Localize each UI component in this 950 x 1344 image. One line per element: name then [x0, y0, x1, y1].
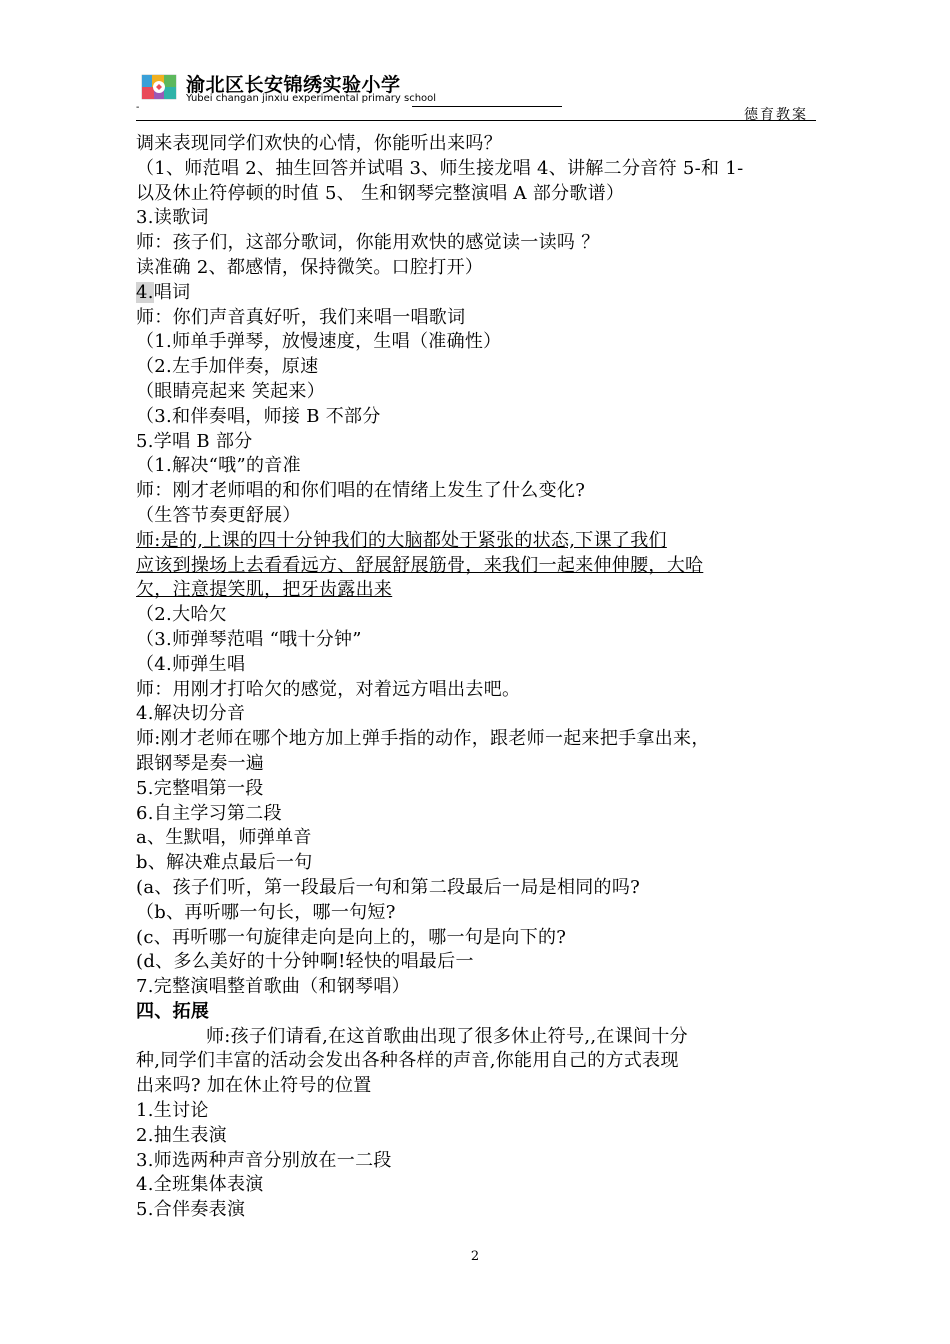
- text-line: (d、多么美好的十分钟啊!轻快的唱最后一: [136, 951, 474, 973]
- text-line: （1.师单手弹琴，放慢速度，生唱（准确性）: [136, 331, 502, 353]
- text-line: 师：用刚才打哈欠的感觉，对着远方唱出去吧。: [136, 678, 521, 700]
- text-line: （1、师范唱 2、抽生回答并试唱 3、师生接龙唱 4、讲解二分音符 5-和 1-: [136, 157, 744, 179]
- text-line: （生答节奏更舒展）: [136, 504, 301, 526]
- text-line: 4.全班集体表演: [136, 1174, 264, 1196]
- text-line: 5.合伴奏表演: [136, 1199, 246, 1221]
- text-line: (c、再听哪一句旋律走向是向上的，哪一句是向下的?: [136, 926, 567, 948]
- underlined-line: [136, 554, 826, 579]
- text-line: 出来吗? 加在休止符号的位置: [136, 1075, 372, 1097]
- text-line: 5.学唱 B 部分: [136, 430, 253, 452]
- text-line: 1.生讨论: [136, 1100, 209, 1122]
- text-line: 调来表现同学们欢快的心情，你能听出来吗？: [136, 133, 502, 154]
- text-line-highlighted: [136, 281, 826, 306]
- text-line: 2.抽生表演: [136, 1124, 227, 1146]
- header-short-line: [412, 106, 562, 107]
- text-line: 师:孩子们请看,在这首歌曲出现了很多休止符号,,在课间十分: [206, 1025, 688, 1047]
- underlined-text: 应该到操场上去看看远方、舒展舒展筋骨，来我们一起来伸伸腰，大哈: [136, 554, 704, 576]
- text-line: 读准确 2、都感情，保持微笑。口腔打开）: [136, 256, 484, 278]
- text-line: 5.完整唱第一段: [136, 777, 264, 799]
- underlined-text: 师:是的,上课的四十分钟我们的大脑都处于紧张的状态,下课了我们: [136, 529, 667, 551]
- text-line: 3.读歌词: [136, 207, 209, 229]
- text-line: 6.自主学习第二段: [136, 802, 282, 824]
- text-line: 师：刚才老师唱的和你们唱的在情绪上发生了什么变化?: [136, 480, 586, 502]
- underlined-line: [136, 529, 826, 554]
- text-line: （2.大哈欠: [136, 604, 227, 626]
- text-line: 师：孩子们，这部分歌词，你能用欢快的感觉读一读吗 ？: [136, 232, 600, 254]
- text-line: 师:刚才老师在哪个地方加上弹手指的动作，跟老师一起来把手拿出来，: [136, 728, 710, 750]
- document-type: 德育教案: [744, 107, 808, 123]
- text-line-body: 唱词: [153, 281, 191, 303]
- text-line: 4.解决切分音: [136, 703, 246, 725]
- school-name-en: Yubei changan jinxiu experimental primary school: [186, 93, 437, 104]
- text-line: （1.解决“哦”的音准: [136, 455, 301, 477]
- text-line: （2.左手加伴奏，原速: [136, 356, 319, 378]
- school-name-cn: 渝北区长安锦绣实验小学: [186, 74, 401, 96]
- page-number: 2: [470, 1249, 480, 1264]
- highlighted-number: 4.: [136, 281, 154, 303]
- text-line: （眼睛亮起来 笑起来）: [136, 380, 326, 402]
- text-line: （4.师弹生唱: [136, 653, 246, 675]
- text-line: （b、再听哪一句长，哪一句短?: [136, 901, 396, 923]
- text-line: 7.完整演唱整首歌曲（和钢琴唱）: [136, 976, 410, 998]
- text-line: 以及休止符停顿的时值 5、 生和钢琴完整演唱 A 部分歌谱）: [136, 182, 625, 204]
- header-tick: -: [136, 102, 140, 113]
- text-line: 种,同学们丰富的活动会发出各种各样的声音,你能用自己的方式表现: [136, 1050, 679, 1072]
- school-logo-icon: [140, 72, 178, 102]
- text-line: 师：你们声音真好听，我们来唱一唱歌词: [136, 306, 466, 328]
- underlined-text: 欠，注意提笑肌，把牙齿露出来: [136, 579, 393, 601]
- section-heading: 四、拓展: [136, 1000, 210, 1022]
- text-line: a、生默唱，师弹单音: [136, 827, 312, 849]
- lesson-content: [136, 132, 826, 1223]
- text-line: （3.师弹琴范唱 “哦十分钟”: [136, 628, 362, 650]
- text-line: 跟钢琴是奏一遍: [136, 752, 265, 774]
- header-rule: [136, 120, 816, 121]
- text-line: （3.和伴奏唱，师接 B 不部分: [136, 405, 381, 427]
- text-line: (a、孩子们听，第一段最后一句和第二段最后一局是相同的吗?: [136, 876, 641, 898]
- page-header: [136, 66, 816, 122]
- underlined-line: [136, 578, 826, 603]
- text-line: 3.师选两种声音分别放在一二段: [136, 1149, 392, 1171]
- text-line: b、解决难点最后一句: [136, 852, 313, 874]
